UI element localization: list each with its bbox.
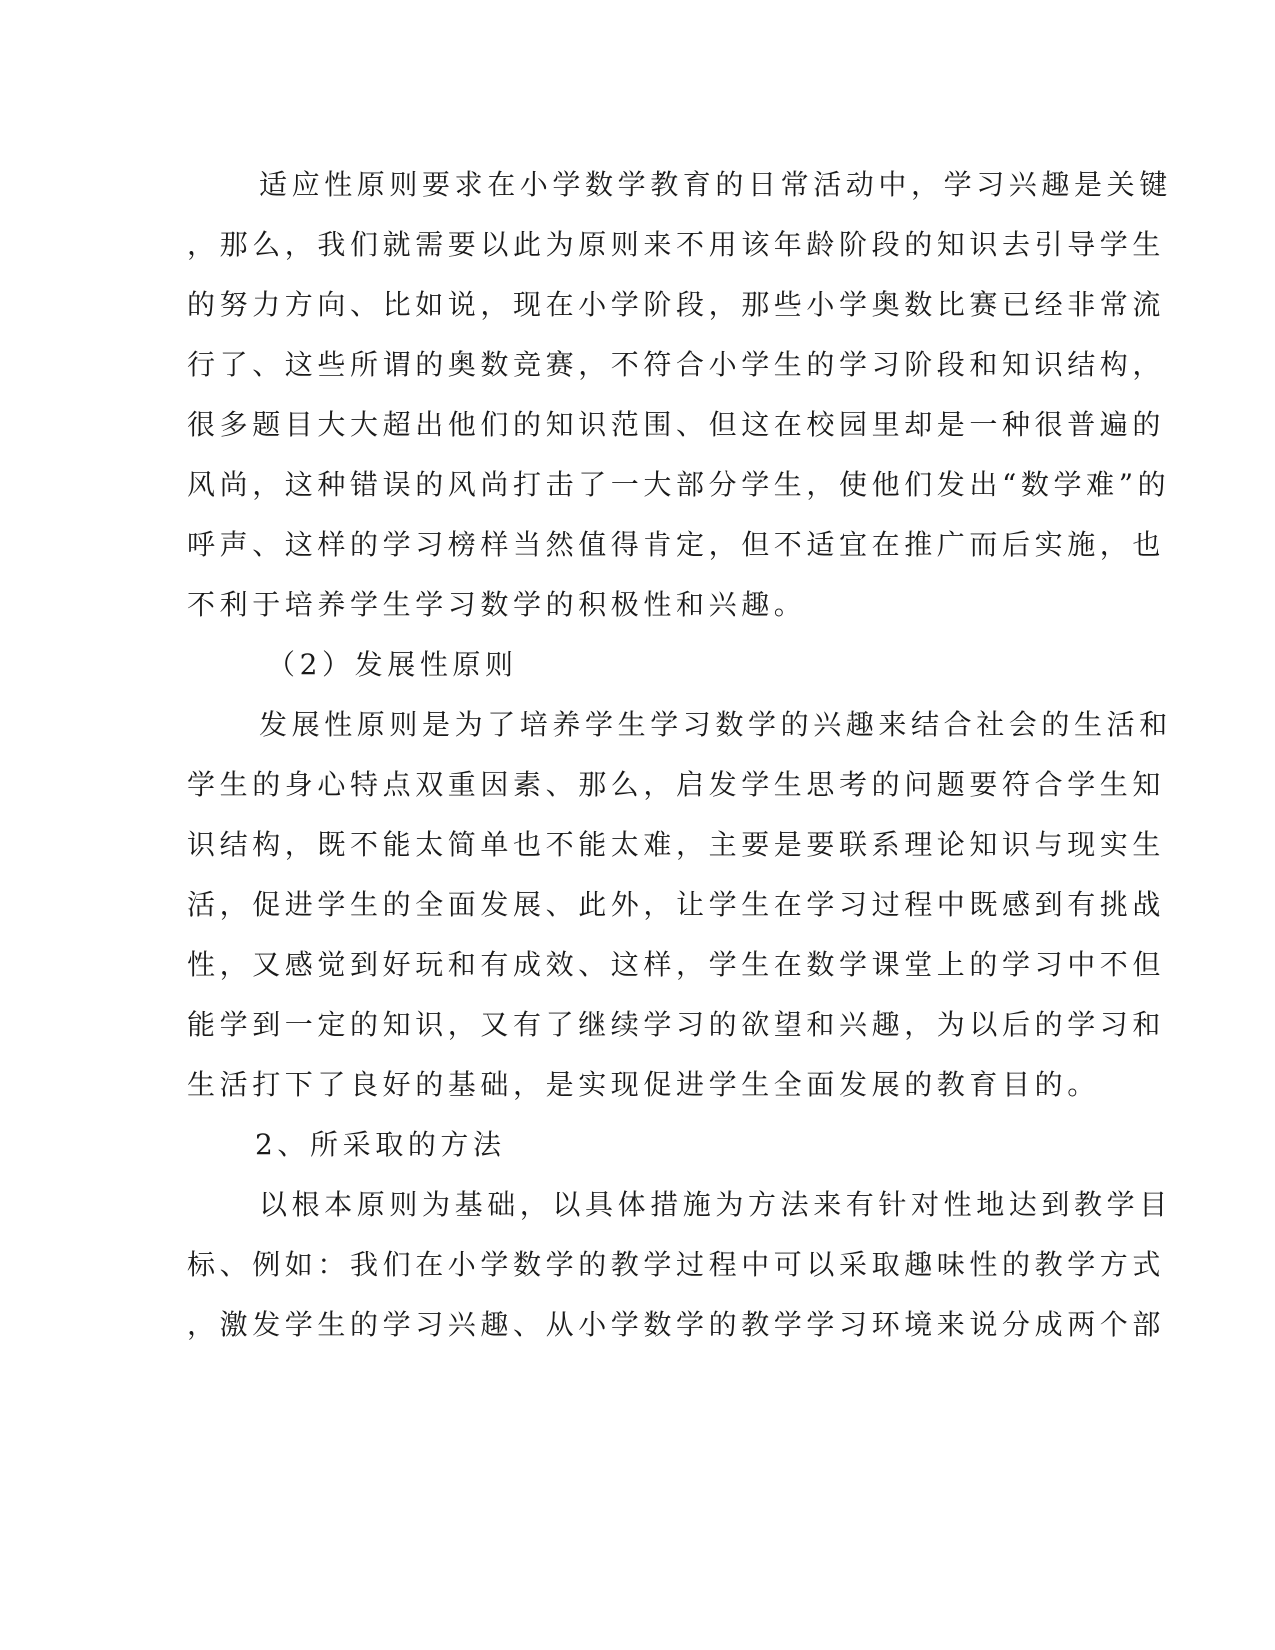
- text-line: 能学到一定的知识，又有了继续学习的欲望和兴趣，为以后的学习和: [187, 1008, 1166, 1041]
- section-heading: 2、所采取的方法: [255, 1128, 506, 1161]
- text-line: 标、例如：我们在小学数学的教学过程中可以采取趣味性的教学方式: [187, 1248, 1166, 1281]
- paragraph: [187, 695, 1172, 1115]
- text-line: ，激发学生的学习兴趣、从小学数学的教学学习环境来说分成两个部: [187, 1308, 1166, 1341]
- text-line: 学生的身心特点双重因素、那么，启发学生思考的问题要符合学生知: [187, 768, 1166, 801]
- paragraph: [187, 155, 1172, 635]
- text-line: 的努力方向、比如说，现在小学阶段，那些小学奥数比赛已经非常流: [187, 288, 1166, 321]
- text-line: 发展性原则是为了培养学生学习数学的兴趣来结合社会的生活和: [259, 708, 1172, 741]
- text-line: 生活打下了良好的基础，是实现促进学生全面发展的教育目的。: [187, 1068, 1100, 1101]
- text-line: 风尚，这种错误的风尚打击了一大部分学生，使他们发出“数学难”的: [187, 468, 1171, 501]
- text-line: 识结构，既不能太简单也不能太难，主要是要联系理论知识与现实生: [187, 828, 1166, 861]
- section-heading: （2）发展性原则: [267, 648, 518, 681]
- text-line: 以根本原则为基础，以具体措施为方法来有针对性地达到教学目: [259, 1188, 1172, 1221]
- text-line: 活，促进学生的全面发展、此外，让学生在学习过程中既感到有挑战: [187, 888, 1166, 921]
- text-line: 适应性原则要求在小学数学教育的日常活动中，学习兴趣是关键: [259, 168, 1172, 201]
- text-line: ，那么，我们就需要以此为原则来不用该年龄阶段的知识去引导学生: [187, 228, 1166, 261]
- text-line: 不利于培养学生学习数学的积极性和兴趣。: [187, 588, 807, 621]
- text-line: 行了、这些所谓的奥数竞赛，不符合小学生的学习阶段和知识结构，: [187, 348, 1166, 381]
- text-line: 很多题目大大超出他们的知识范围、但这在校园里却是一种很普遍的: [187, 408, 1166, 441]
- paragraph: [187, 1175, 1172, 1355]
- text-line: 性，又感觉到好玩和有成效、这样，学生在数学课堂上的学习中不但: [187, 948, 1166, 981]
- document-body: [187, 155, 1172, 1355]
- text-line: 呼声、这样的学习榜样当然值得肯定，但不适宜在推广而后实施，也: [187, 528, 1166, 561]
